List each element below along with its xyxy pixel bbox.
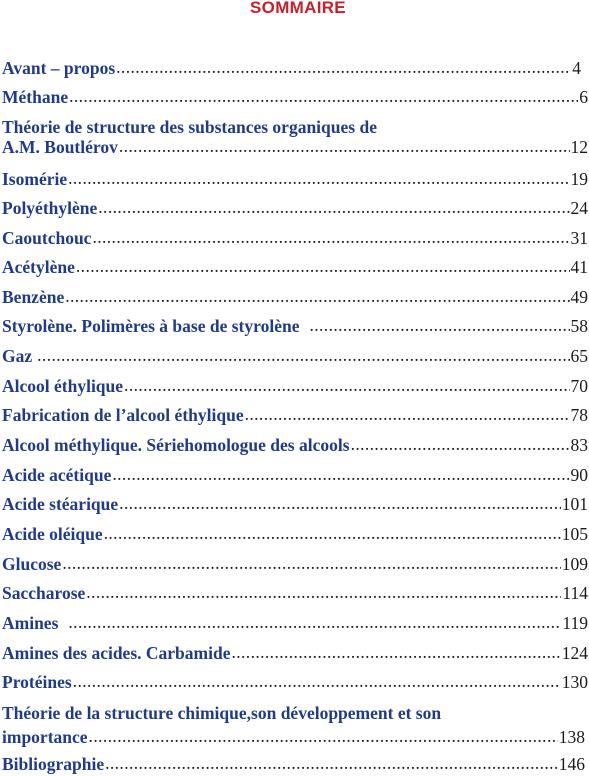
dot-leader xyxy=(76,256,570,276)
toc-entry-acide-oleique[interactable] xyxy=(2,524,588,544)
toc-page-number: 12 xyxy=(570,137,588,157)
dot-leader xyxy=(231,642,560,662)
toc-page-number: 101 xyxy=(561,494,588,514)
toc-page-number: 90 xyxy=(570,465,588,485)
toc-entry-label: A.M. Boutlérov xyxy=(2,137,118,157)
dot-leader xyxy=(89,726,558,746)
dot-leader xyxy=(105,753,558,773)
toc-entry-fabrication-alcool[interactable] xyxy=(2,405,588,425)
toc-page-number: 58 xyxy=(570,316,588,336)
toc-entry-alcool-methylique[interactable] xyxy=(2,435,588,455)
dot-leader xyxy=(119,136,570,156)
toc-page-number: 124 xyxy=(561,643,588,663)
toc-entry-label: importance xyxy=(2,727,88,747)
toc-entry-acetylene[interactable] xyxy=(2,257,588,277)
toc-entry-label: Bibliographie xyxy=(2,754,105,774)
toc-entry-label-line1: Théorie de la structure chimique,son développement et son xyxy=(2,703,442,723)
toc-entry-label: Acide stéarique xyxy=(2,494,119,514)
toc-entry-label: Styrolène. Polimères à base de styrolène xyxy=(2,316,300,336)
toc-entry-label: Amines xyxy=(2,613,59,633)
toc-entry-label: Isomérie xyxy=(2,169,68,189)
dot-leader xyxy=(112,464,569,484)
toc-entry-label: Alcool éthylique xyxy=(2,376,124,396)
dot-leader xyxy=(92,227,569,247)
toc-entry-theorie-boutlerov[interactable] xyxy=(2,117,588,157)
toc-entry-label: Avant – propos xyxy=(2,58,116,78)
toc-entry-amines-acides[interactable] xyxy=(2,643,588,663)
dot-leader xyxy=(86,582,561,602)
toc-entry-bibliographie[interactable] xyxy=(2,754,585,774)
dot-leader xyxy=(68,612,561,632)
dot-leader xyxy=(68,168,569,188)
toc-entry-label: Glucose xyxy=(2,554,62,574)
toc-entry-theorie-structure-chimique[interactable] xyxy=(2,703,585,747)
dot-leader xyxy=(69,86,578,106)
toc-page-number: 49 xyxy=(570,287,588,307)
toc-entry-label: Alcool méthylique. Sériehomologue des alcools xyxy=(2,435,350,455)
dot-leader xyxy=(309,315,569,335)
toc-entry-methane[interactable] xyxy=(2,87,588,107)
toc-entry-label: Méthane xyxy=(2,87,69,107)
toc-page-number: 119 xyxy=(562,613,588,633)
toc-entry-styrolene[interactable] xyxy=(2,316,588,336)
toc-entry-label: Acétylène xyxy=(2,257,75,277)
toc-entry-label: Benzène xyxy=(2,287,65,307)
toc-entry-acide-acetique[interactable] xyxy=(2,465,588,485)
toc-entry-amines[interactable] xyxy=(2,613,588,633)
dot-leader xyxy=(245,404,570,424)
toc-page-number: 138 xyxy=(558,727,585,747)
dot-leader xyxy=(116,57,571,77)
dot-leader xyxy=(124,375,569,395)
toc-entry-gaz[interactable] xyxy=(2,346,588,366)
dot-leader xyxy=(104,523,561,543)
dot-leader xyxy=(119,493,561,513)
toc-page-number: 6 xyxy=(579,87,588,107)
toc-entry-label: Gaz xyxy=(2,346,33,366)
toc-entry-label: Acide oléique xyxy=(2,524,103,544)
toc-entry-alcool-ethylique[interactable] xyxy=(2,376,588,396)
toc-page-number: 31 xyxy=(570,228,588,248)
toc-page-number: 105 xyxy=(561,524,588,544)
toc-page-number: 146 xyxy=(558,754,585,774)
toc-page-number: 24 xyxy=(570,198,588,218)
toc-entry-label: Fabrication de l’alcool éthylique xyxy=(2,405,244,425)
dot-leader xyxy=(98,197,569,217)
toc-page-number: 83 xyxy=(570,435,588,455)
toc-entry-proteines[interactable] xyxy=(2,672,588,692)
toc-entry-polyethylene[interactable] xyxy=(2,198,588,218)
toc-page-number: 114 xyxy=(562,583,588,603)
dot-leader xyxy=(37,345,569,365)
dot-leader xyxy=(65,286,569,306)
toc-entry-label: Amines des acides. Carbamide xyxy=(2,643,231,663)
toc-page-number: 109 xyxy=(561,554,588,574)
toc-entry-avant-propos[interactable] xyxy=(2,58,581,78)
toc-page-number: 78 xyxy=(570,405,588,425)
toc-entry-label: Protéines xyxy=(2,672,72,692)
toc-page-number: 130 xyxy=(561,672,588,692)
dot-leader xyxy=(73,671,561,691)
dot-leader xyxy=(351,434,570,454)
toc-page-number: 4 xyxy=(572,58,581,78)
toc-page-number: 65 xyxy=(570,346,588,366)
page-title: SOMMAIRE xyxy=(250,0,346,17)
toc-entry-acide-stearique[interactable] xyxy=(2,494,588,514)
toc-entry-label: Caoutchouc xyxy=(2,228,92,248)
dot-leader xyxy=(62,553,560,573)
toc-page-number: 41 xyxy=(570,257,588,277)
toc-entry-label: Polyéthylène xyxy=(2,198,98,218)
toc-entry-caoutchouc[interactable] xyxy=(2,228,588,248)
toc-page-number: 19 xyxy=(570,169,588,189)
toc-entry-isomerie[interactable] xyxy=(2,169,588,189)
toc-entry-saccharose[interactable] xyxy=(2,583,588,603)
toc-entry-benzene[interactable] xyxy=(2,287,588,307)
toc-entry-label: Saccharose xyxy=(2,583,86,603)
toc-entry-label: Acide acétique xyxy=(2,465,112,485)
toc-entry-glucose[interactable] xyxy=(2,554,588,574)
toc-entry-label-line1: Théorie de structure des substances organiques de xyxy=(2,117,377,137)
toc-page-number: 70 xyxy=(570,376,588,396)
